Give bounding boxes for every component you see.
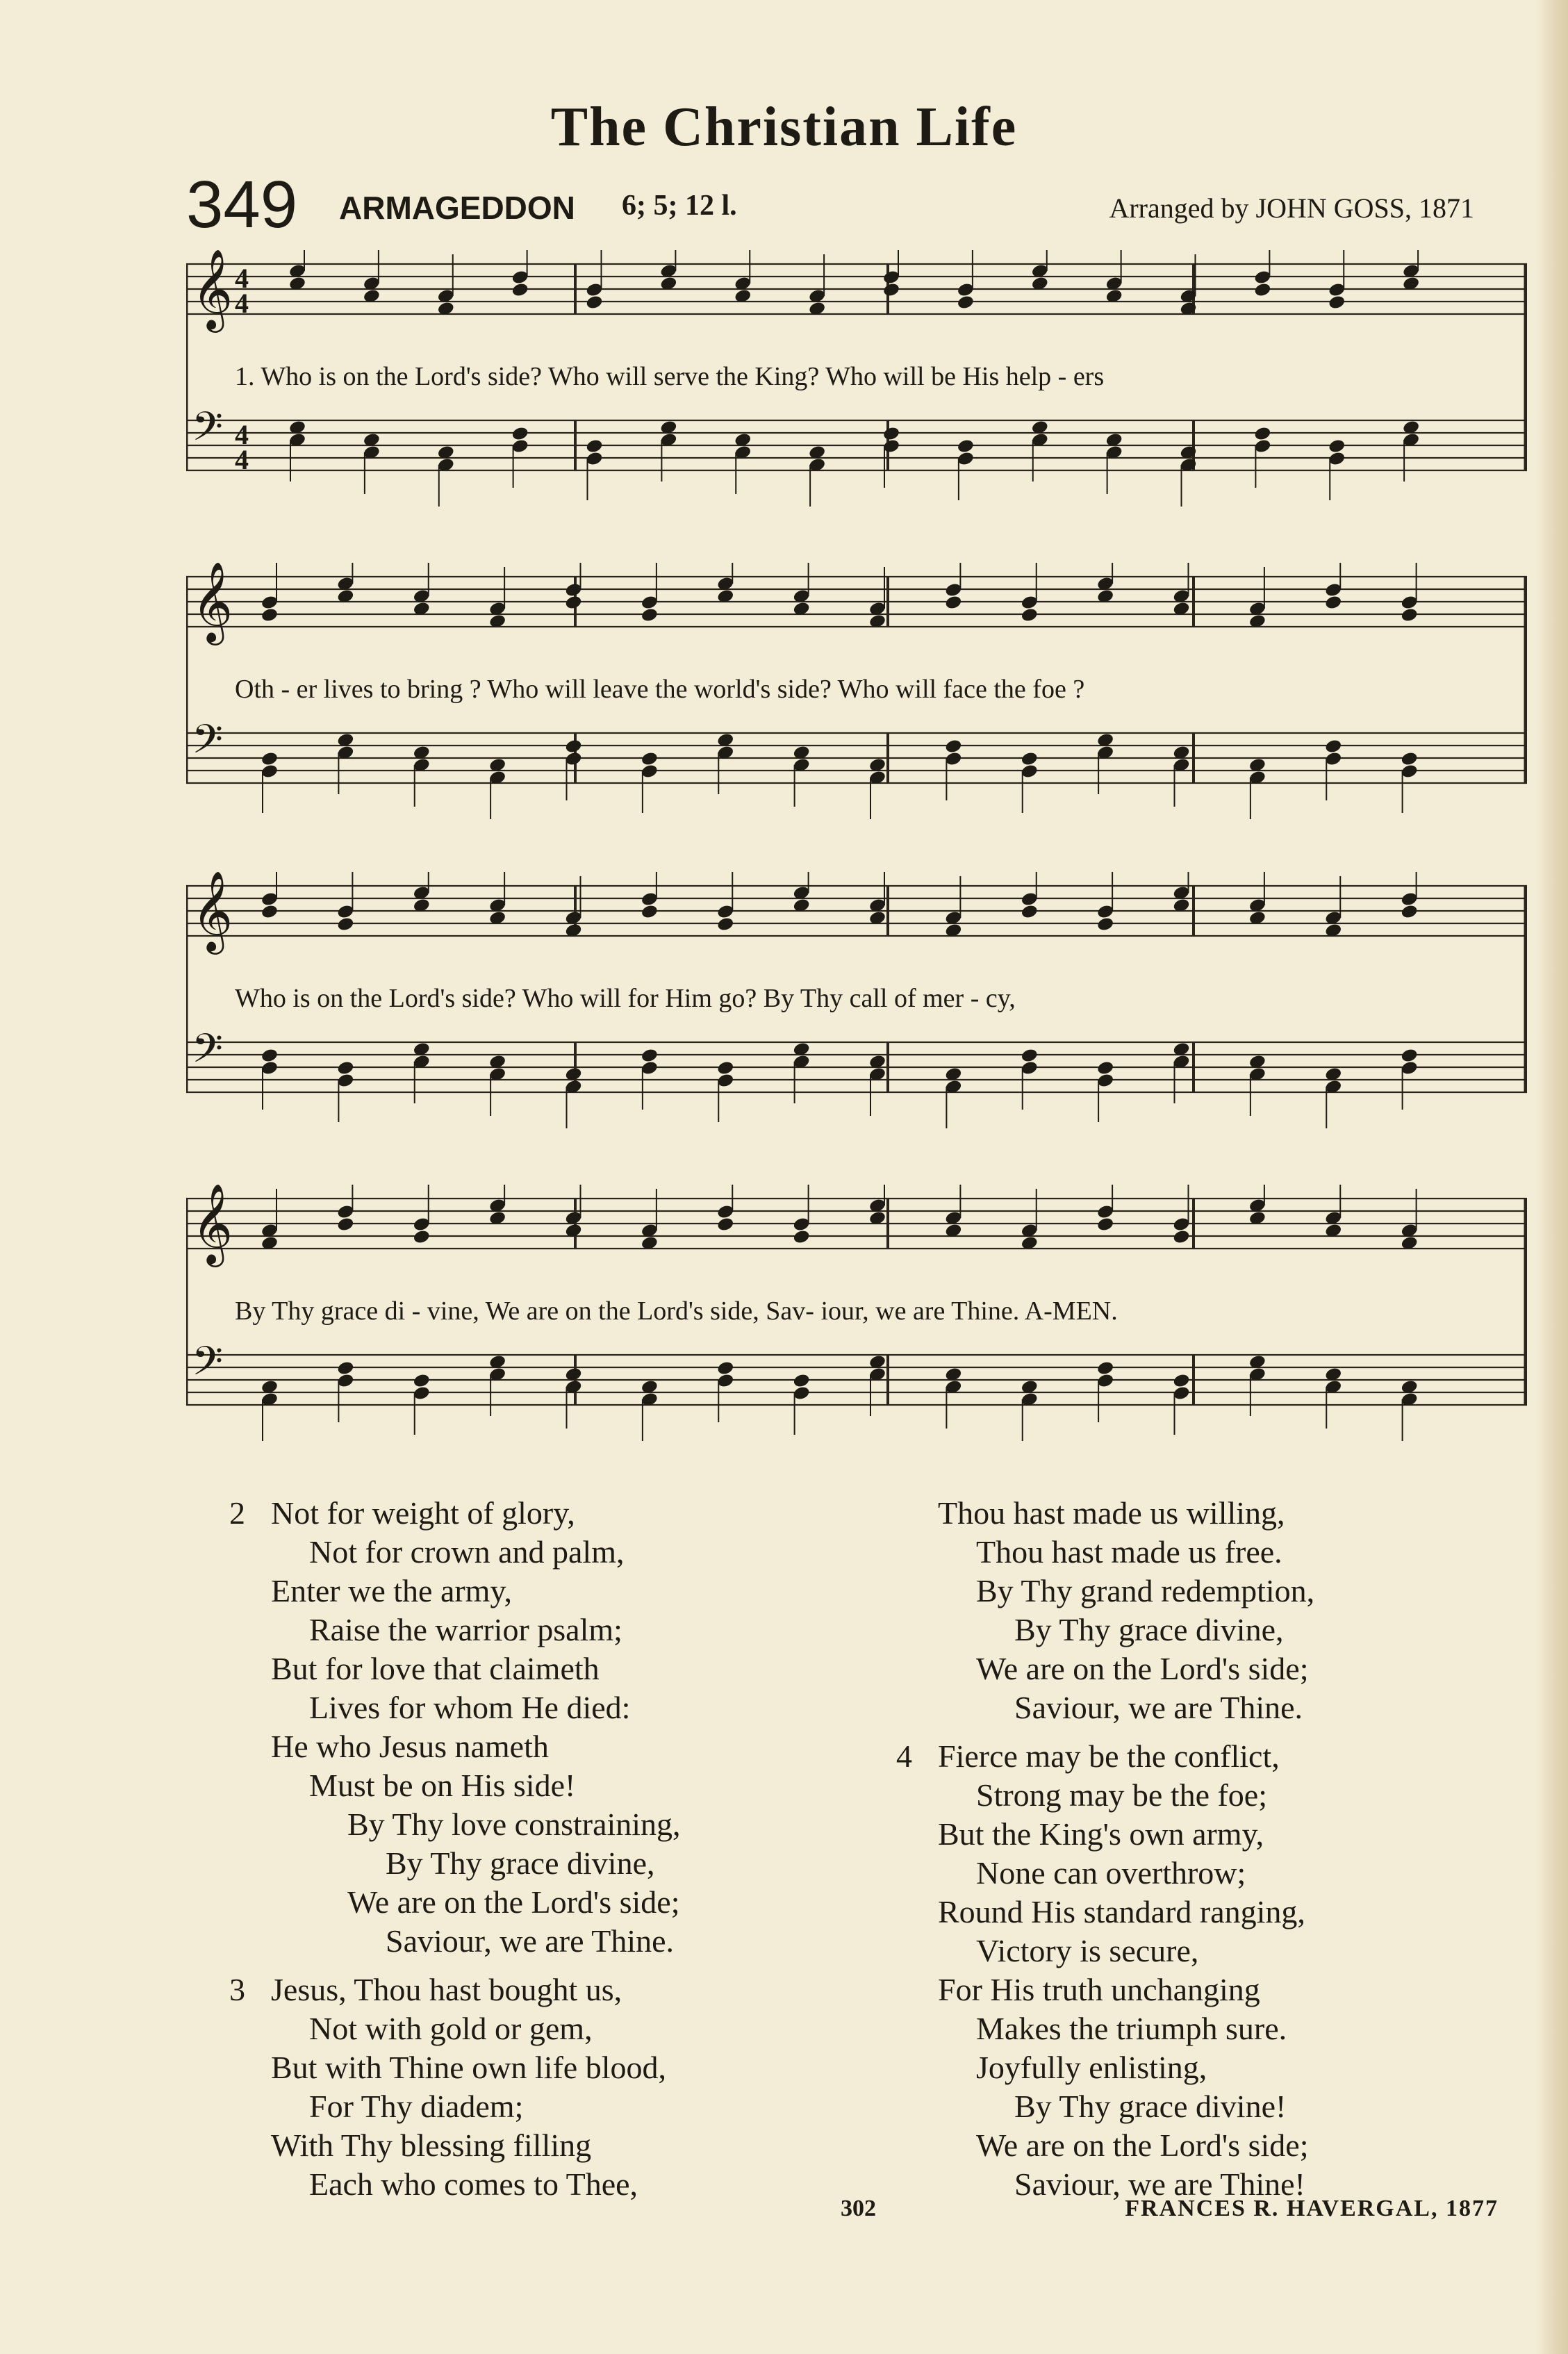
verse-line: By Thy love constraining, (347, 1806, 681, 1842)
hymn-number: 349 (186, 167, 298, 242)
verse-line: Raise the warrior psalm; (309, 1612, 622, 1647)
verse-stanza (229, 1970, 820, 2204)
verse-line: Joyfully enlisting, (976, 2050, 1207, 2085)
svg-text:𝄢: 𝄢 (192, 1338, 224, 1394)
music-system-4 (186, 1185, 1527, 1463)
svg-text:4: 4 (235, 288, 249, 319)
verse-line: Jesus, Thou hast bought us, (271, 1972, 622, 2007)
lyric-line: 1. Who is on the Lord's side? Who will serve the King? Who will be His help - ers (235, 362, 1105, 391)
verse-line: Not for weight of glory, (271, 1495, 575, 1531)
verse-line: Fierce may be the conflict, (938, 1738, 1280, 1774)
verse-line: But the King's own army, (938, 1816, 1264, 1852)
svg-text:𝄞: 𝄞 (192, 1185, 233, 1264)
verse-line: By Thy grace divine! (1014, 2089, 1287, 2124)
meter: 6; 5; 12 l. (622, 190, 737, 222)
verse-line: Lives for whom He died: (309, 1690, 631, 1725)
page-number: 302 (841, 2196, 876, 2221)
page-edge-shadow (1536, 0, 1568, 2354)
verse-number: 4 (896, 1738, 912, 1774)
verse-stanza (896, 1494, 1521, 1727)
svg-text:𝄞: 𝄞 (192, 563, 233, 642)
verse-line: Enter we the army, (271, 1573, 512, 1608)
svg-text:𝄢: 𝄢 (192, 403, 224, 460)
verse-number: 3 (229, 1972, 245, 2007)
verse-stanza (229, 1494, 820, 1961)
lyric-line: Who is on the Lord's side? Who will for Him go? By Thy call of mer - cy, (235, 984, 1016, 1013)
verse-line: None can overthrow; (976, 1855, 1246, 1891)
verse-line: With Thy blessing filling (271, 2127, 592, 2163)
verse-line: Saviour, we are Thine. (1014, 1690, 1303, 1725)
verse-line: For Thy diadem; (309, 2089, 524, 2124)
tune-name: ARMAGEDDON (339, 190, 575, 226)
verse-line: By Thy grand redemption, (976, 1573, 1315, 1608)
verse-line: By Thy grace divine, (386, 1845, 655, 1881)
verse-stanza (896, 1737, 1521, 2204)
music-system-1 (186, 250, 1527, 528)
verse-line: Thou hast made us willing, (938, 1495, 1285, 1531)
svg-text:𝄞: 𝄞 (192, 250, 233, 329)
lyric-line: By Thy grace di - vine, We are on the Lord's side, Sav- iour, we are Thine. A-MEN. (235, 1297, 1118, 1326)
verse-line: Not for crown and palm, (309, 1534, 625, 1570)
verse-line: Thou hast made us free. (976, 1534, 1282, 1570)
verses-left-column (229, 1494, 820, 2214)
lyric-line: Oth - er lives to bring ? Who will leave the world's side? Who will face the foe ? (235, 675, 1085, 704)
verse-line: But for love that claimeth (271, 1651, 600, 1686)
verse-line: Strong may be the foe; (976, 1777, 1268, 1813)
svg-text:4: 4 (235, 444, 249, 475)
verse-line: We are on the Lord's side; (976, 1651, 1309, 1686)
verse-line: Victory is secure, (976, 1933, 1199, 1968)
verse-line: Round His standard ranging, (938, 1894, 1305, 1929)
arranger-credit: Arranged by JOHN GOSS, 1871 (1109, 192, 1474, 224)
verse-line: Saviour, we are Thine. (386, 1923, 675, 1959)
svg-text:𝄢: 𝄢 (192, 716, 224, 773)
verse-line: But with Thine own life blood, (271, 2050, 667, 2085)
verse-line: For His truth unchanging (938, 1972, 1260, 2007)
verse-line: Must be on His side! (309, 1768, 576, 1803)
verse-line: He who Jesus nameth (271, 1729, 549, 1764)
section-title: The Christian Life (550, 97, 1018, 158)
svg-text:𝄢: 𝄢 (192, 1025, 224, 1082)
svg-text:4: 4 (235, 263, 249, 294)
verse-line: We are on the Lord's side; (976, 2127, 1309, 2163)
verse-line: Not with gold or gem, (309, 2011, 593, 2046)
verse-number: 2 (229, 1495, 245, 1531)
verse-line: By Thy grace divine, (1014, 1612, 1284, 1647)
music-system-2 (186, 563, 1527, 841)
author-credit: FRANCES R. HAVERGAL, 1877 (1125, 2196, 1499, 2221)
verse-line: Saviour, we are Thine! (1014, 2166, 1305, 2202)
verse-line: Makes the triumph sure. (976, 2011, 1287, 2046)
svg-text:𝄞: 𝄞 (192, 872, 233, 951)
verse-line: Each who comes to Thee, (309, 2166, 638, 2202)
verse-line: We are on the Lord's side; (347, 1884, 680, 1920)
music-system-3 (186, 872, 1527, 1150)
svg-text:4: 4 (235, 419, 249, 450)
verses-right-column (896, 1494, 1521, 2214)
